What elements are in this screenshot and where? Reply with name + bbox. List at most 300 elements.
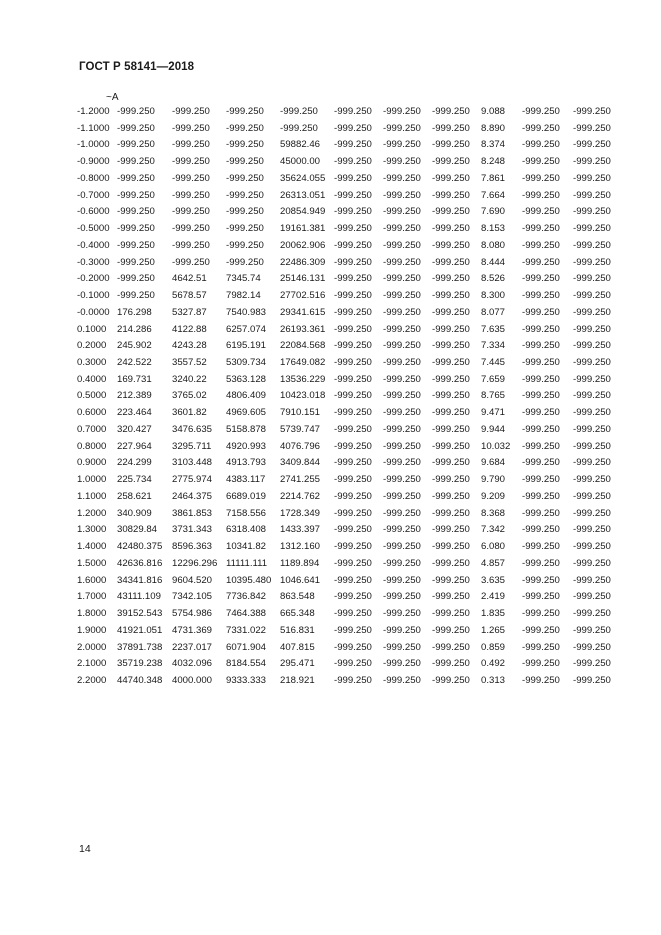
table-cell: -999.250 — [432, 641, 470, 653]
table-cell: -999.250 — [573, 139, 611, 151]
table-cell: -999.250 — [522, 189, 560, 201]
table-cell: 3557.52 — [172, 357, 207, 369]
table-cell: 3861.853 — [172, 507, 213, 519]
table-cell: 0.492 — [481, 658, 506, 670]
table-cell: -999.250 — [432, 624, 470, 636]
table-cell: -999.250 — [334, 457, 372, 469]
table-cell: -999.250 — [522, 507, 560, 519]
depth-cell: -0.1000 — [77, 290, 110, 302]
table-cell: 6689.019 — [226, 490, 267, 502]
table-row — [77, 573, 621, 590]
table-cell: -999.250 — [383, 423, 421, 435]
table-cell: -999.250 — [334, 122, 372, 134]
table-cell: -999.250 — [573, 541, 611, 553]
table-cell: -999.250 — [334, 608, 372, 620]
table-cell: -999.250 — [383, 223, 421, 235]
depth-cell: -1.1000 — [77, 122, 110, 134]
table-cell: -999.250 — [226, 189, 264, 201]
table-cell: -999.250 — [432, 474, 470, 486]
table-cell: -999.250 — [334, 156, 372, 168]
depth-cell: 1.6000 — [77, 574, 107, 586]
table-row — [77, 556, 621, 573]
depth-cell: 1.5000 — [77, 557, 107, 569]
table-cell: -999.250 — [334, 357, 372, 369]
table-cell: 3240.22 — [172, 373, 207, 385]
table-cell: 258.621 — [117, 490, 152, 502]
table-cell: -999.250 — [117, 239, 155, 251]
table-cell: 9.209 — [481, 490, 506, 502]
table-row — [77, 154, 621, 171]
depth-cell: 1.3000 — [77, 524, 107, 536]
page-number: 14 — [79, 843, 91, 855]
table-cell: -999.250 — [522, 373, 560, 385]
table-cell: 8596.363 — [172, 541, 213, 553]
table-cell: -999.250 — [334, 674, 372, 686]
table-cell: -999.250 — [522, 223, 560, 235]
table-cell: 10423.018 — [280, 390, 326, 402]
table-cell: -999.250 — [172, 239, 210, 251]
table-cell: 11111.111 — [226, 557, 268, 569]
table-cell: -999.250 — [522, 658, 560, 670]
table-cell: -999.250 — [383, 106, 421, 117]
table-cell: -999.250 — [432, 407, 470, 419]
table-cell: 1189.894 — [280, 557, 320, 569]
table-cell: 4913.793 — [226, 457, 267, 469]
table-cell: -999.250 — [432, 206, 470, 218]
table-cell: -999.250 — [334, 256, 372, 268]
table-cell: -999.250 — [383, 524, 421, 536]
table-cell: -999.250 — [432, 306, 470, 318]
table-cell: 1312.160 — [280, 541, 321, 553]
table-cell: -999.250 — [432, 106, 470, 117]
table-cell: 5327.87 — [172, 306, 207, 318]
table-cell: -999.250 — [334, 423, 372, 435]
table-cell: -999.250 — [383, 139, 421, 151]
table-cell: -999.250 — [522, 641, 560, 653]
table-cell: -999.250 — [334, 574, 372, 586]
table-cell: -999.250 — [334, 172, 372, 184]
table-cell: 8184.554 — [226, 658, 267, 670]
table-cell: 863.548 — [280, 591, 315, 603]
depth-cell: 1.2000 — [77, 507, 107, 519]
table-cell: -999.250 — [432, 608, 470, 620]
table-cell: -999.250 — [522, 674, 560, 686]
table-cell: -999.250 — [226, 172, 264, 184]
table-cell: 8.300 — [481, 290, 506, 302]
table-cell: -999.250 — [383, 156, 421, 168]
table-cell: 7540.983 — [226, 306, 267, 318]
table-cell: 10.032 — [481, 440, 511, 452]
table-cell: -999.250 — [117, 106, 155, 117]
table-row — [77, 455, 621, 472]
table-cell: -999.250 — [117, 156, 155, 168]
table-cell: -999.250 — [573, 658, 611, 670]
table-cell: 41921.051 — [117, 624, 163, 636]
table-cell: -999.250 — [226, 223, 264, 235]
table-cell: 4243.28 — [172, 340, 207, 352]
table-cell: -999.250 — [573, 474, 611, 486]
table-cell: -999.250 — [117, 172, 155, 184]
depth-cell: -1.0000 — [77, 139, 110, 151]
table-cell: 7.861 — [481, 172, 506, 184]
table-cell: -999.250 — [334, 541, 372, 553]
table-cell: 20062.906 — [280, 239, 326, 251]
depth-cell: -0.4000 — [77, 239, 110, 251]
table-cell: 10395.480 — [226, 574, 272, 586]
table-cell: -999.250 — [573, 189, 611, 201]
table-cell: 8.765 — [481, 390, 506, 402]
table-cell: -999.250 — [334, 239, 372, 251]
table-cell: -999.250 — [226, 206, 264, 218]
table-cell: -999.250 — [573, 507, 611, 519]
table-cell: -999.250 — [226, 156, 264, 168]
table-cell: -999.250 — [573, 674, 611, 686]
table-row — [77, 606, 621, 623]
depth-cell: -0.7000 — [77, 189, 110, 201]
table-row — [77, 589, 621, 606]
table-cell: -999.250 — [172, 106, 210, 117]
table-cell: -999.250 — [573, 390, 611, 402]
table-cell: 245.902 — [117, 340, 152, 352]
table-cell: -999.250 — [432, 507, 470, 519]
table-cell: -999.250 — [334, 390, 372, 402]
table-cell: 227.964 — [117, 440, 152, 452]
table-cell: -999.250 — [573, 524, 611, 536]
table-cell: -999.250 — [226, 139, 264, 151]
table-cell: 9.471 — [481, 407, 506, 419]
table-cell: 20854.949 — [280, 206, 326, 218]
table-cell: 295.471 — [280, 658, 315, 670]
table-cell: -999.250 — [383, 206, 421, 218]
table-row — [77, 288, 621, 305]
table-cell: -999.250 — [383, 608, 421, 620]
table-cell: -999.250 — [573, 490, 611, 502]
table-cell: -999.250 — [522, 490, 560, 502]
table-cell: -999.250 — [432, 457, 470, 469]
table-cell: -999.250 — [522, 457, 560, 469]
table-cell: -999.250 — [522, 256, 560, 268]
depth-cell: 0.8000 — [77, 440, 107, 452]
table-cell: 1433.397 — [280, 524, 321, 536]
table-cell: 35624.055 — [280, 172, 326, 184]
table-row — [77, 388, 621, 405]
table-cell: 3409.844 — [280, 457, 321, 469]
table-cell: 2.419 — [481, 591, 506, 603]
depth-cell: 2.1000 — [77, 658, 107, 670]
depth-cell: 0.6000 — [77, 407, 107, 419]
table-cell: -999.250 — [334, 591, 372, 603]
table-cell: -999.250 — [573, 608, 611, 620]
table-cell: 39152.543 — [117, 608, 163, 620]
table-cell: -999.250 — [383, 674, 421, 686]
table-cell: -999.250 — [522, 139, 560, 151]
table-cell: 7.342 — [481, 524, 506, 536]
table-cell: -999.250 — [383, 624, 421, 636]
table-cell: 7.445 — [481, 357, 506, 369]
table-cell: 8.077 — [481, 306, 506, 318]
table-row — [77, 271, 621, 288]
table-row — [77, 506, 621, 523]
table-cell: 2741.255 — [280, 474, 321, 486]
table-cell: 6318.408 — [226, 524, 267, 536]
table-cell: 29341.615 — [280, 306, 326, 318]
table-cell: -999.250 — [334, 524, 372, 536]
table-cell: -999.250 — [522, 122, 560, 134]
table-cell: 26313.051 — [280, 189, 326, 201]
table-cell: -999.250 — [432, 591, 470, 603]
table-cell: -999.250 — [522, 390, 560, 402]
table-cell: 3765.02 — [172, 390, 207, 402]
table-cell: -999.250 — [334, 290, 372, 302]
table-cell: -999.250 — [573, 340, 611, 352]
depth-cell: 0.2000 — [77, 340, 107, 352]
table-cell: 4122.88 — [172, 323, 207, 335]
table-cell: 5678.57 — [172, 290, 207, 302]
table-cell: 9.944 — [481, 423, 506, 435]
table-cell: 4076.796 — [280, 440, 321, 452]
table-cell: 45000.00 — [280, 156, 321, 168]
table-cell: 9.684 — [481, 457, 506, 469]
table-cell: 22084.568 — [280, 340, 326, 352]
table-cell: -999.250 — [334, 507, 372, 519]
table-cell: -999.250 — [383, 357, 421, 369]
table-cell: -999.250 — [334, 557, 372, 569]
table-cell: 224.299 — [117, 457, 152, 469]
depth-cell: -0.3000 — [77, 256, 110, 268]
table-cell: 4731.369 — [172, 624, 213, 636]
table-cell: -999.250 — [172, 122, 210, 134]
table-cell: 5158.878 — [226, 423, 267, 435]
table-cell: 4806.409 — [226, 390, 267, 402]
table-cell: 19161.381 — [280, 223, 326, 235]
depth-cell: 0.5000 — [77, 390, 107, 402]
table-cell: 8.526 — [481, 273, 506, 285]
table-cell: 3295.711 — [172, 440, 212, 452]
table-cell: -999.250 — [432, 440, 470, 452]
table-cell: -999.250 — [432, 423, 470, 435]
table-cell: 3601.82 — [172, 407, 207, 419]
table-cell: 7331.022 — [226, 624, 267, 636]
table-cell: -999.250 — [334, 223, 372, 235]
table-cell: -999.250 — [522, 407, 560, 419]
table-cell: 7.664 — [481, 189, 506, 201]
table-row — [77, 255, 621, 272]
depth-cell: 0.1000 — [77, 323, 107, 335]
table-cell: -999.250 — [172, 156, 210, 168]
table-cell: 7342.105 — [172, 591, 213, 603]
table-cell: -999.250 — [432, 156, 470, 168]
table-cell: -999.250 — [522, 106, 560, 117]
table-cell: -999.250 — [432, 658, 470, 670]
table-cell: -999.250 — [522, 574, 560, 586]
table-cell: -999.250 — [172, 256, 210, 268]
table-cell: 8.153 — [481, 223, 506, 235]
table-row — [77, 522, 621, 539]
table-cell: 10341.82 — [226, 541, 267, 553]
table-cell: 3476.635 — [172, 423, 213, 435]
table-cell: -999.250 — [383, 239, 421, 251]
table-cell: 1728.349 — [280, 507, 321, 519]
table-cell: 7.659 — [481, 373, 506, 385]
table-cell: -999.250 — [334, 323, 372, 335]
table-cell: 34341.816 — [117, 574, 163, 586]
table-cell: -999.250 — [573, 557, 611, 569]
table-cell: -999.250 — [522, 290, 560, 302]
table-cell: 9333.333 — [226, 674, 267, 686]
table-cell: -999.250 — [522, 541, 560, 553]
depth-cell: 0.9000 — [77, 457, 107, 469]
table-cell: -999.250 — [432, 674, 470, 686]
table-row — [77, 104, 621, 121]
depth-cell: 0.7000 — [77, 423, 107, 435]
table-cell: 3103.448 — [172, 457, 213, 469]
table-cell: -999.250 — [383, 189, 421, 201]
table-cell: -999.250 — [522, 273, 560, 285]
table-cell: 7.334 — [481, 340, 506, 352]
table-cell: -999.250 — [383, 490, 421, 502]
table-cell: 1.265 — [481, 624, 506, 636]
table-cell: -999.250 — [522, 206, 560, 218]
depth-cell: -0.5000 — [77, 223, 110, 235]
depth-cell: -0.2000 — [77, 273, 110, 285]
table-cell: -999.250 — [432, 139, 470, 151]
table-row — [77, 472, 621, 489]
table-cell: -999.250 — [117, 256, 155, 268]
table-cell: -999.250 — [573, 256, 611, 268]
table-cell: -999.250 — [117, 273, 155, 285]
table-cell: -999.250 — [334, 340, 372, 352]
table-cell: -999.250 — [573, 273, 611, 285]
table-row — [77, 673, 621, 690]
table-cell: -999.250 — [522, 239, 560, 251]
table-cell: 9604.520 — [172, 574, 213, 586]
table-cell: -999.250 — [432, 557, 470, 569]
table-cell: -999.250 — [383, 340, 421, 352]
table-cell: -999.250 — [522, 440, 560, 452]
table-row — [77, 188, 621, 205]
table-cell: -999.250 — [573, 323, 611, 335]
table-cell: 1.835 — [481, 608, 506, 620]
table-row — [77, 238, 621, 255]
table-cell: 6195.191 — [226, 340, 267, 352]
table-cell: -999.250 — [573, 106, 611, 117]
table-cell: -999.250 — [573, 156, 611, 168]
table-cell: 4.857 — [481, 557, 506, 569]
table-cell: -999.250 — [522, 340, 560, 352]
table-cell: 516.831 — [280, 624, 315, 636]
table-cell: 214.286 — [117, 323, 152, 335]
table-cell: -999.250 — [432, 574, 470, 586]
table-cell: 340.909 — [117, 507, 152, 519]
table-cell: 176.298 — [117, 306, 152, 318]
table-cell: -999.250 — [432, 223, 470, 235]
table-cell: 7345.74 — [226, 273, 261, 285]
depth-cell: 0.4000 — [77, 373, 107, 385]
table-cell: -999.250 — [334, 474, 372, 486]
table-cell: 218.921 — [280, 674, 315, 686]
table-cell: -999.250 — [383, 172, 421, 184]
table-cell: -999.250 — [573, 457, 611, 469]
table-cell: -999.250 — [334, 139, 372, 151]
table-cell: -999.250 — [383, 457, 421, 469]
table-cell: -999.250 — [383, 290, 421, 302]
table-cell: 0.313 — [481, 674, 506, 686]
table-cell: -999.250 — [383, 591, 421, 603]
table-cell: 5739.747 — [280, 423, 321, 435]
table-cell: 7982.14 — [226, 290, 261, 302]
table-cell: -999.250 — [117, 206, 155, 218]
table-cell: -999.250 — [334, 306, 372, 318]
table-cell: -999.250 — [172, 206, 210, 218]
table-cell: 7910.151 — [280, 407, 321, 419]
table-cell: -999.250 — [432, 340, 470, 352]
depth-cell: 1.9000 — [77, 624, 107, 636]
table-cell: -999.250 — [432, 373, 470, 385]
table-cell: -999.250 — [383, 658, 421, 670]
table-cell: -999.250 — [172, 172, 210, 184]
table-cell: 17649.082 — [280, 357, 326, 369]
table-cell: -999.250 — [522, 306, 560, 318]
table-cell: 4969.605 — [226, 407, 267, 419]
table-cell: -999.250 — [573, 440, 611, 452]
table-cell: -999.250 — [432, 390, 470, 402]
table-cell: -999.250 — [432, 524, 470, 536]
table-row — [77, 405, 621, 422]
table-cell: -999.250 — [522, 524, 560, 536]
table-cell: -999.250 — [226, 239, 264, 251]
table-cell: -999.250 — [334, 490, 372, 502]
table-cell: -999.250 — [432, 239, 470, 251]
table-cell: 27702.516 — [280, 290, 326, 302]
depth-cell: 1.1000 — [77, 490, 107, 502]
section-marker: ~A — [106, 92, 119, 103]
data-table-body — [77, 104, 621, 690]
table-cell: -999.250 — [573, 122, 611, 134]
table-cell: -999.250 — [172, 223, 210, 235]
table-cell: 7736.842 — [226, 591, 267, 603]
table-cell: -999.250 — [383, 390, 421, 402]
depth-cell: -0.9000 — [77, 156, 110, 168]
table-cell: -999.250 — [573, 574, 611, 586]
table-cell: 2775.974 — [172, 474, 213, 486]
table-cell: -999.250 — [573, 206, 611, 218]
table-cell: 8.248 — [481, 156, 506, 168]
table-cell: 2464.375 — [172, 490, 213, 502]
table-cell: -999.250 — [226, 122, 264, 134]
table-cell: 169.731 — [117, 373, 152, 385]
table-cell: -999.250 — [522, 357, 560, 369]
table-cell: -999.250 — [334, 407, 372, 419]
table-cell: -999.250 — [573, 624, 611, 636]
table-cell: -999.250 — [383, 373, 421, 385]
table-cell: -999.250 — [573, 407, 611, 419]
depth-cell: -1.2000 — [77, 106, 110, 117]
table-cell: -999.250 — [522, 474, 560, 486]
table-row — [77, 204, 621, 221]
table-cell: 2214.762 — [280, 490, 321, 502]
table-cell: -999.250 — [383, 574, 421, 586]
table-cell: -999.250 — [522, 156, 560, 168]
table-cell: -999.250 — [383, 407, 421, 419]
table-cell: -999.250 — [383, 323, 421, 335]
table-cell: -999.250 — [383, 273, 421, 285]
table-cell: 2237.017 — [172, 641, 213, 653]
table-cell: -999.250 — [334, 624, 372, 636]
table-cell: -999.250 — [334, 206, 372, 218]
table-cell: -999.250 — [117, 189, 155, 201]
depth-cell: 0.3000 — [77, 357, 107, 369]
table-cell: 8.374 — [481, 139, 506, 151]
